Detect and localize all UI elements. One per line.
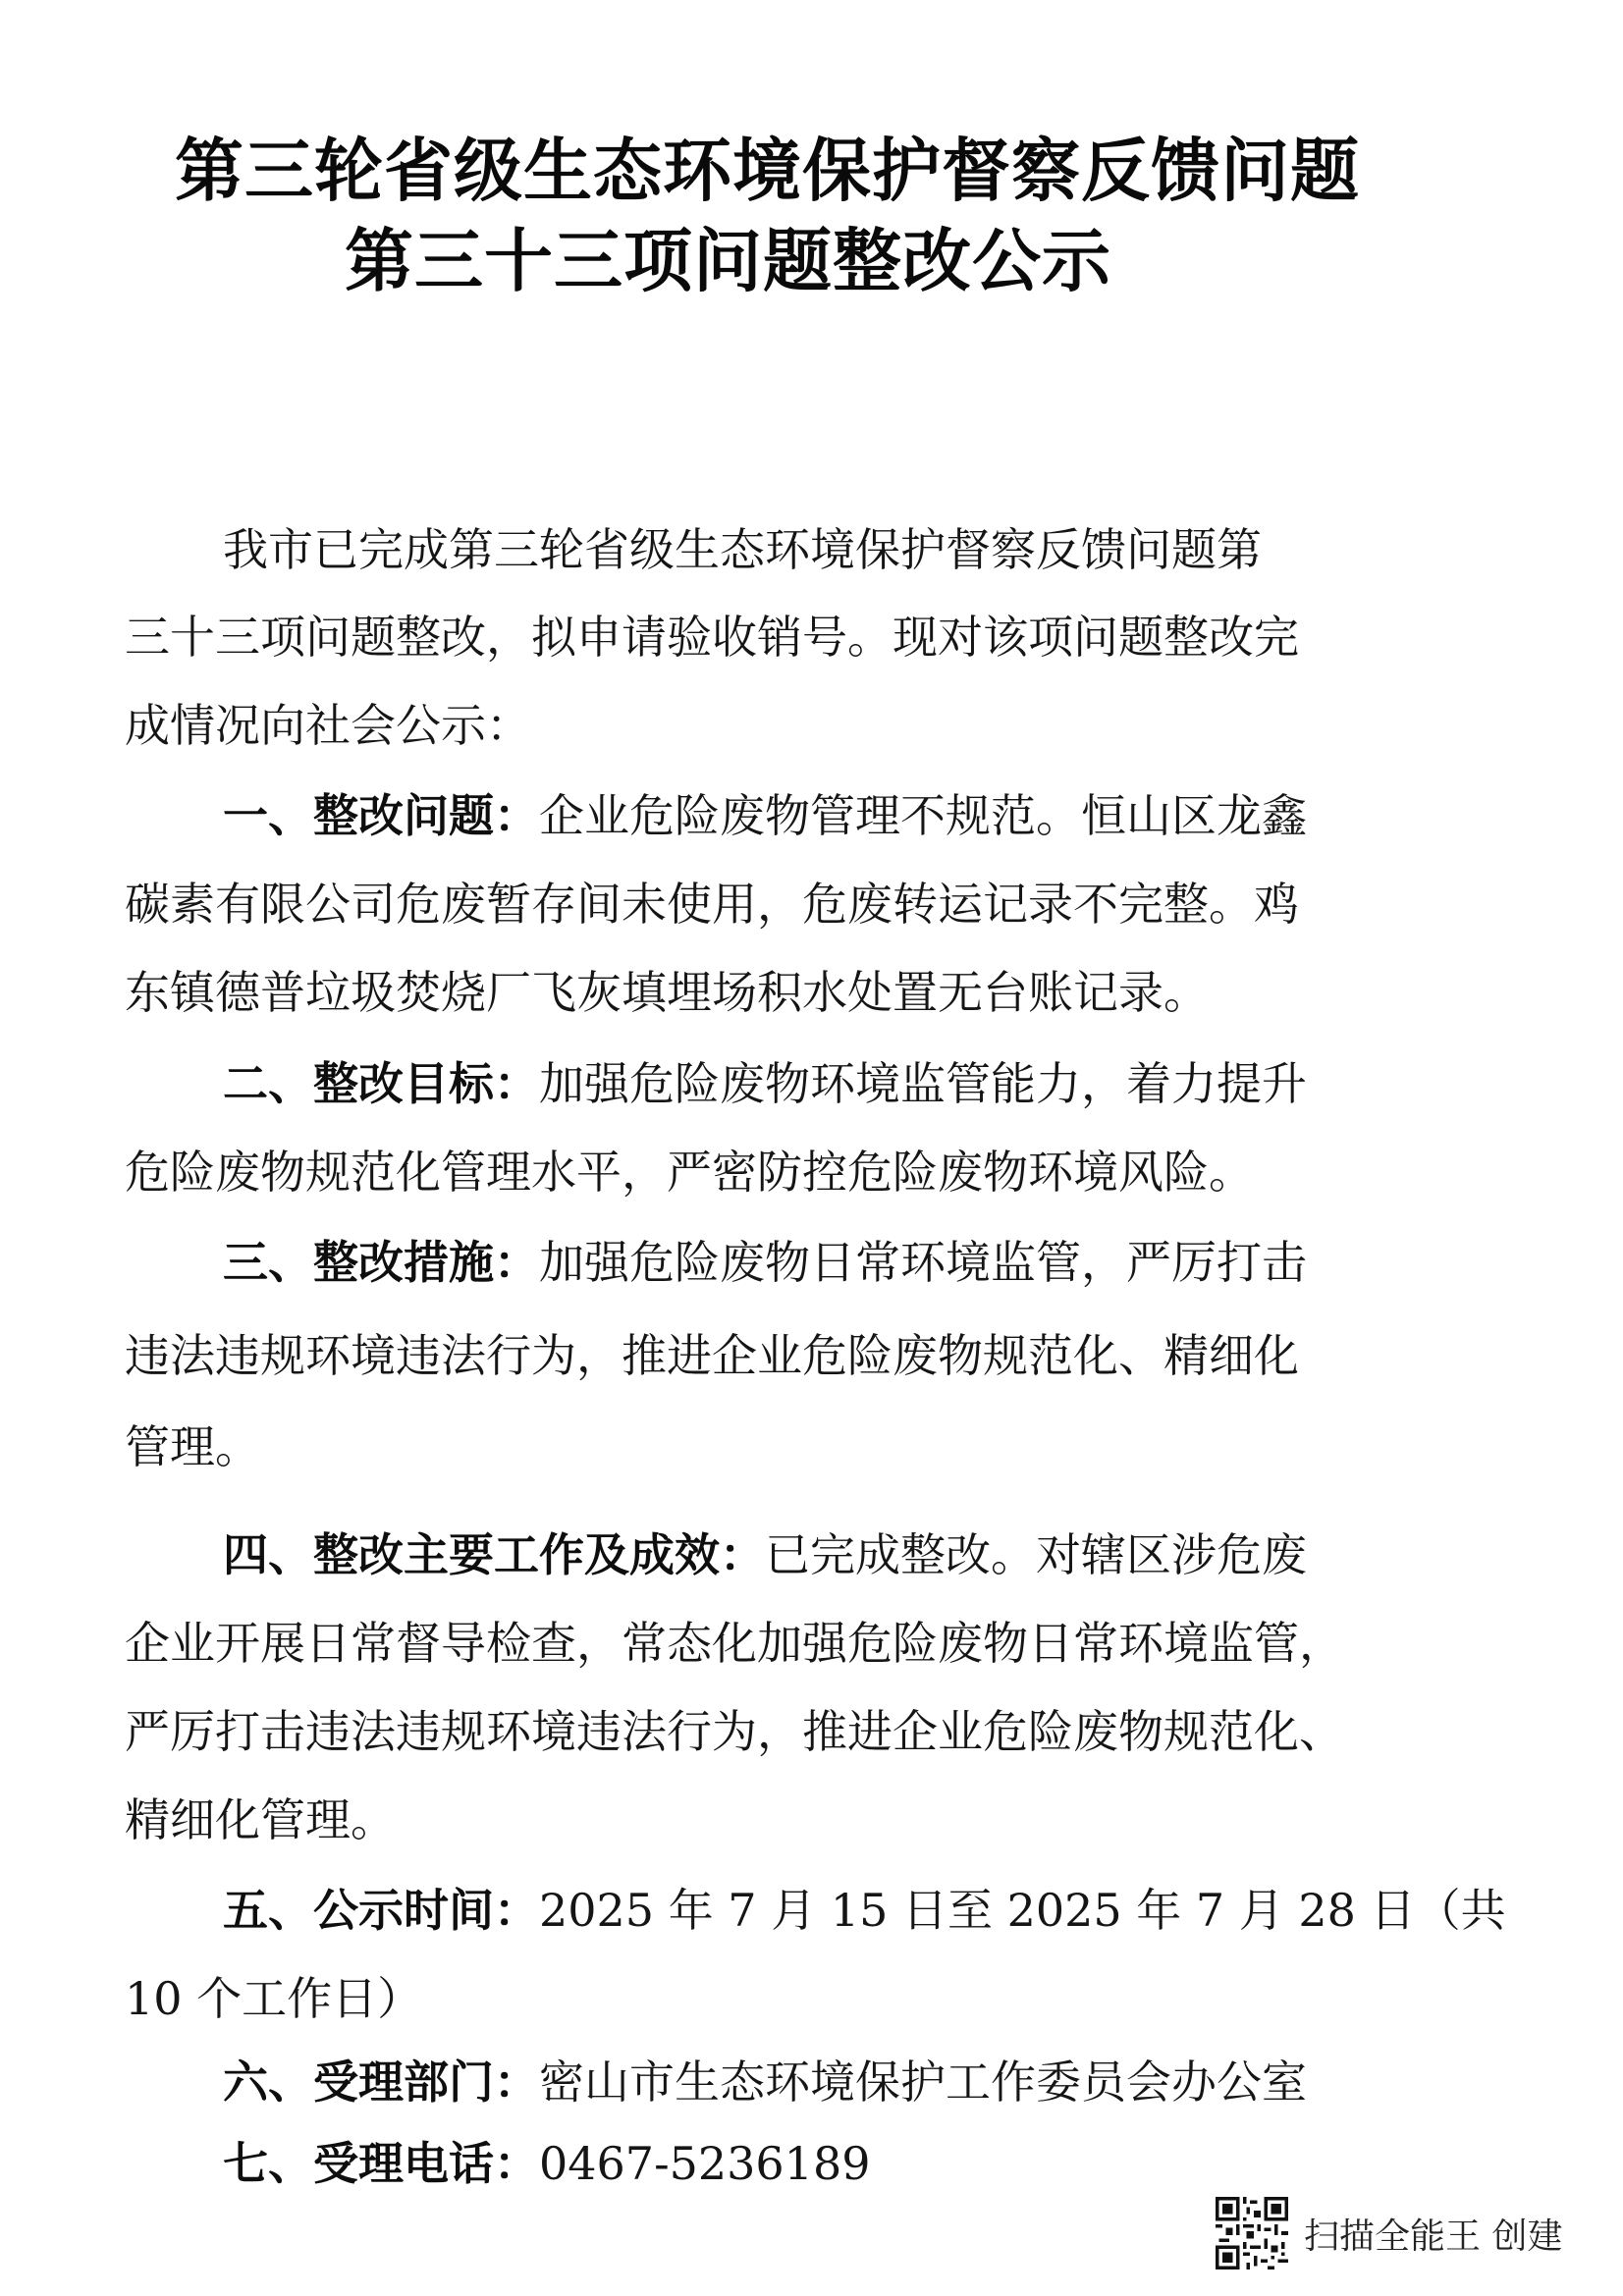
section-4-line-1	[223, 1520, 1307, 1584]
section-1-line-2: 碳素有限公司危废暂存间未使用，危废转运记录不完整。鸡	[125, 878, 1299, 931]
section-2-heading: 二、整改目标：	[223, 1057, 539, 1110]
scanner-watermark	[1216, 2194, 1562, 2272]
section-3-line-3: 管理。	[125, 1420, 260, 1473]
section-3-line-1	[223, 1227, 1307, 1292]
section-5-heading: 五、公示时间：	[223, 1884, 539, 1937]
document-title-line-1: 第三轮省级生态环境保护督察反馈问题	[175, 131, 1360, 211]
section-7-line	[223, 2128, 870, 2193]
section-1-text: 企业危险废物管理不规范。恒山区龙鑫	[539, 789, 1307, 842]
section-6-line	[223, 2047, 1307, 2111]
section-4-heading: 四、整改主要工作及成效：	[223, 1528, 765, 1581]
section-4-line-2: 企业开展日常督导检查，常态化加强危险废物日常环境监管，	[125, 1617, 1344, 1670]
section-2-line-2: 危险废物规范化管理水平，严密防控危险废物环境风险。	[125, 1146, 1254, 1199]
section-3-text: 加强危险废物日常环境监管，严厉打击	[539, 1236, 1307, 1289]
section-6-text: 密山市生态环境保护工作委员会办公室	[539, 2056, 1307, 2109]
section-5-text: 2025 年 7 月 15 日至 2025 年 7 月 28 日（共	[539, 1884, 1506, 1937]
section-4-line-4: 精细化管理。	[125, 1793, 396, 1846]
section-7-text: 0467-5236189	[539, 2137, 871, 2190]
section-2-line-1	[223, 1048, 1307, 1113]
section-5-line-2: 10 个工作日）	[125, 1972, 423, 2025]
section-1-heading: 一、整改问题：	[223, 789, 539, 842]
section-5-line-1	[223, 1875, 1506, 1940]
document-title-line-2: 第三十三项问题整改公示	[345, 221, 1111, 301]
section-4-line-3: 严厉打击违法违规环境违法行为，推进企业危险废物规范化、	[125, 1705, 1344, 1758]
intro-line-3: 成情况向社会公示：	[125, 699, 531, 752]
intro-line-2: 三十三项问题整改，拟申请验收销号。现对该项问题整改完	[125, 611, 1299, 664]
scanner-watermark-label: 扫描全能王 创建	[1304, 2216, 1563, 2257]
section-1-line-1	[223, 780, 1307, 845]
qr-code-icon	[1216, 2197, 1288, 2269]
section-1-line-3: 东镇德普垃圾焚烧厂飞灰填埋场积水处置无台账记录。	[125, 966, 1209, 1019]
section-7-heading: 七、受理电话：	[223, 2137, 539, 2190]
section-2-text: 加强危险废物环境监管能力，着力提升	[539, 1057, 1307, 1110]
section-4-text: 已完成整改。对辖区涉危废	[765, 1528, 1307, 1581]
section-3-line-2: 违法违规环境违法行为，推进企业危险废物规范化、精细化	[125, 1329, 1299, 1382]
section-3-heading: 三、整改措施：	[223, 1236, 539, 1289]
intro-line-1: 我市已完成第三轮省级生态环境保护督察反馈问题第	[223, 523, 1262, 576]
section-6-heading: 六、受理部门：	[223, 2056, 539, 2109]
